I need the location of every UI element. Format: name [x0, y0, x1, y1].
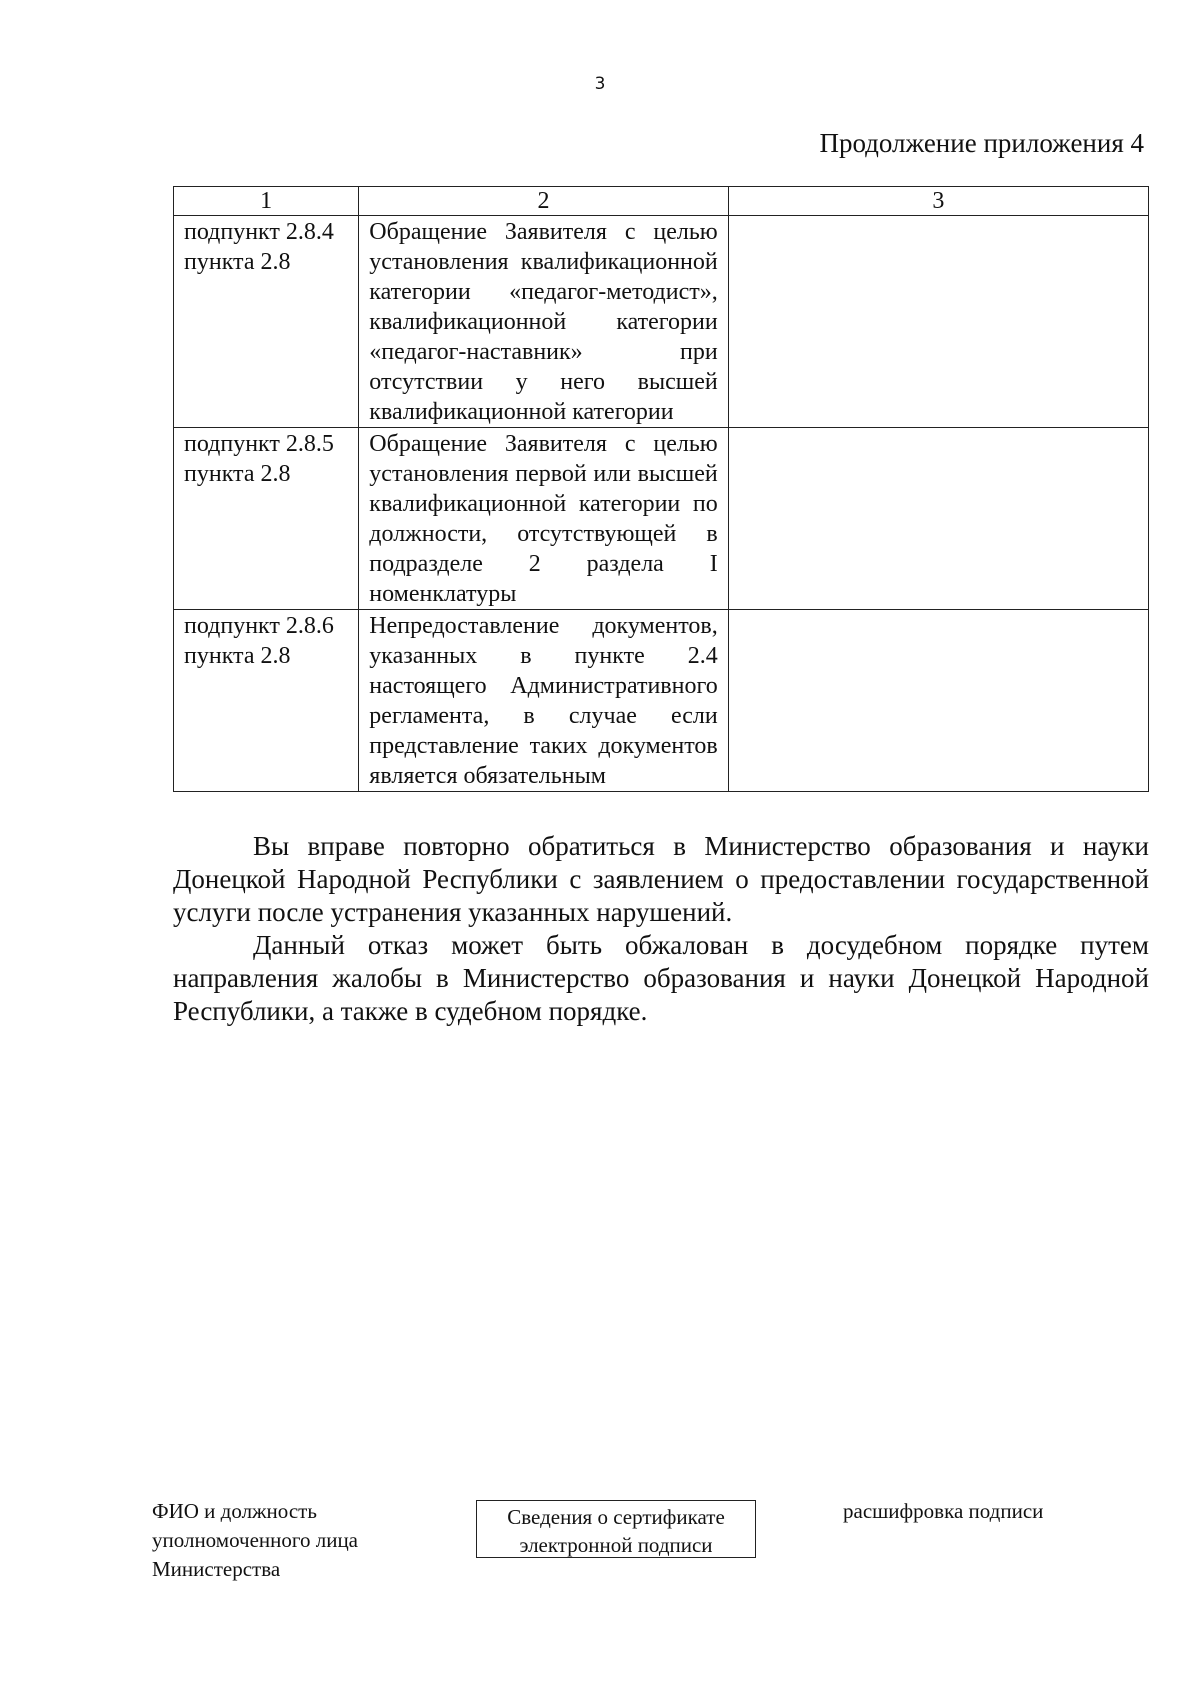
table-row: [174, 216, 1149, 428]
paragraph-appeal: Данный отказ может быть обжалован в досудебном порядке путем направления жалобы в Министерство образования и науки Донецкой Народной Республики, а также в судебном порядке.: [173, 930, 1149, 1026]
official-label-line: ФИО и должность: [152, 1499, 317, 1523]
row-reference-line: подпункт 2.8.5: [184, 431, 334, 457]
row-reference: [174, 610, 359, 792]
official-label-line: Министерства: [152, 1557, 281, 1581]
row-description: Непредоставление документов, указанных в пункте 2.4 настоящего Административного регламента, в случае если представление таких документов является обязательным: [359, 610, 728, 792]
paragraph-reapply: Вы вправе повторно обратиться в Министерство образования и науки Донецкой Народной Республики с заявлением о предоставлении государственной услуги после устранения указанных нарушений.: [173, 831, 1149, 927]
table-row: [174, 610, 1149, 792]
column-header-2: 2: [359, 187, 728, 216]
official-name-position: [152, 1497, 358, 1584]
row-notes: [728, 428, 1148, 610]
certificate-line: электронной подписи: [519, 1533, 713, 1557]
official-label-line: уполномоченного лица: [152, 1528, 359, 1552]
table-header-row: [174, 187, 1149, 216]
certificate-line: Сведения о сертификате: [507, 1505, 725, 1529]
row-reference: [174, 216, 359, 428]
row-description: Обращение Заявителя с целью установления квалификационной категории «педагог-методист», квалификационной категории «педагог-наставник» при отсутствии у него высшей квалификационной категории: [359, 216, 728, 428]
row-reference-line: пункта 2.8: [184, 643, 291, 669]
signature-certificate-box: [476, 1500, 756, 1558]
row-reference-line: пункта 2.8: [184, 249, 291, 275]
table-row: [174, 428, 1149, 610]
grounds-table: [173, 186, 1149, 792]
body-text: [173, 830, 1149, 1028]
signature-transcript-label: расшифровка подписи: [843, 1499, 1044, 1523]
row-reference-line: пункта 2.8: [184, 461, 291, 487]
row-notes: [728, 610, 1148, 792]
row-reference-line: подпункт 2.8.6: [184, 613, 334, 639]
row-reference-line: подпункт 2.8.4: [184, 219, 334, 245]
row-reference: [174, 428, 359, 610]
column-header-3: 3: [728, 187, 1148, 216]
row-notes: [728, 216, 1148, 428]
column-header-1: 1: [174, 187, 359, 216]
appendix-title: Продолжение приложения 4: [819, 128, 1144, 158]
row-description: Обращение Заявителя с целью установления первой или высшей квалификационной категории по должности, отсутствующей в подразделе 2 раздела I номенклатуры: [359, 428, 728, 610]
page-number: 3: [594, 74, 606, 94]
